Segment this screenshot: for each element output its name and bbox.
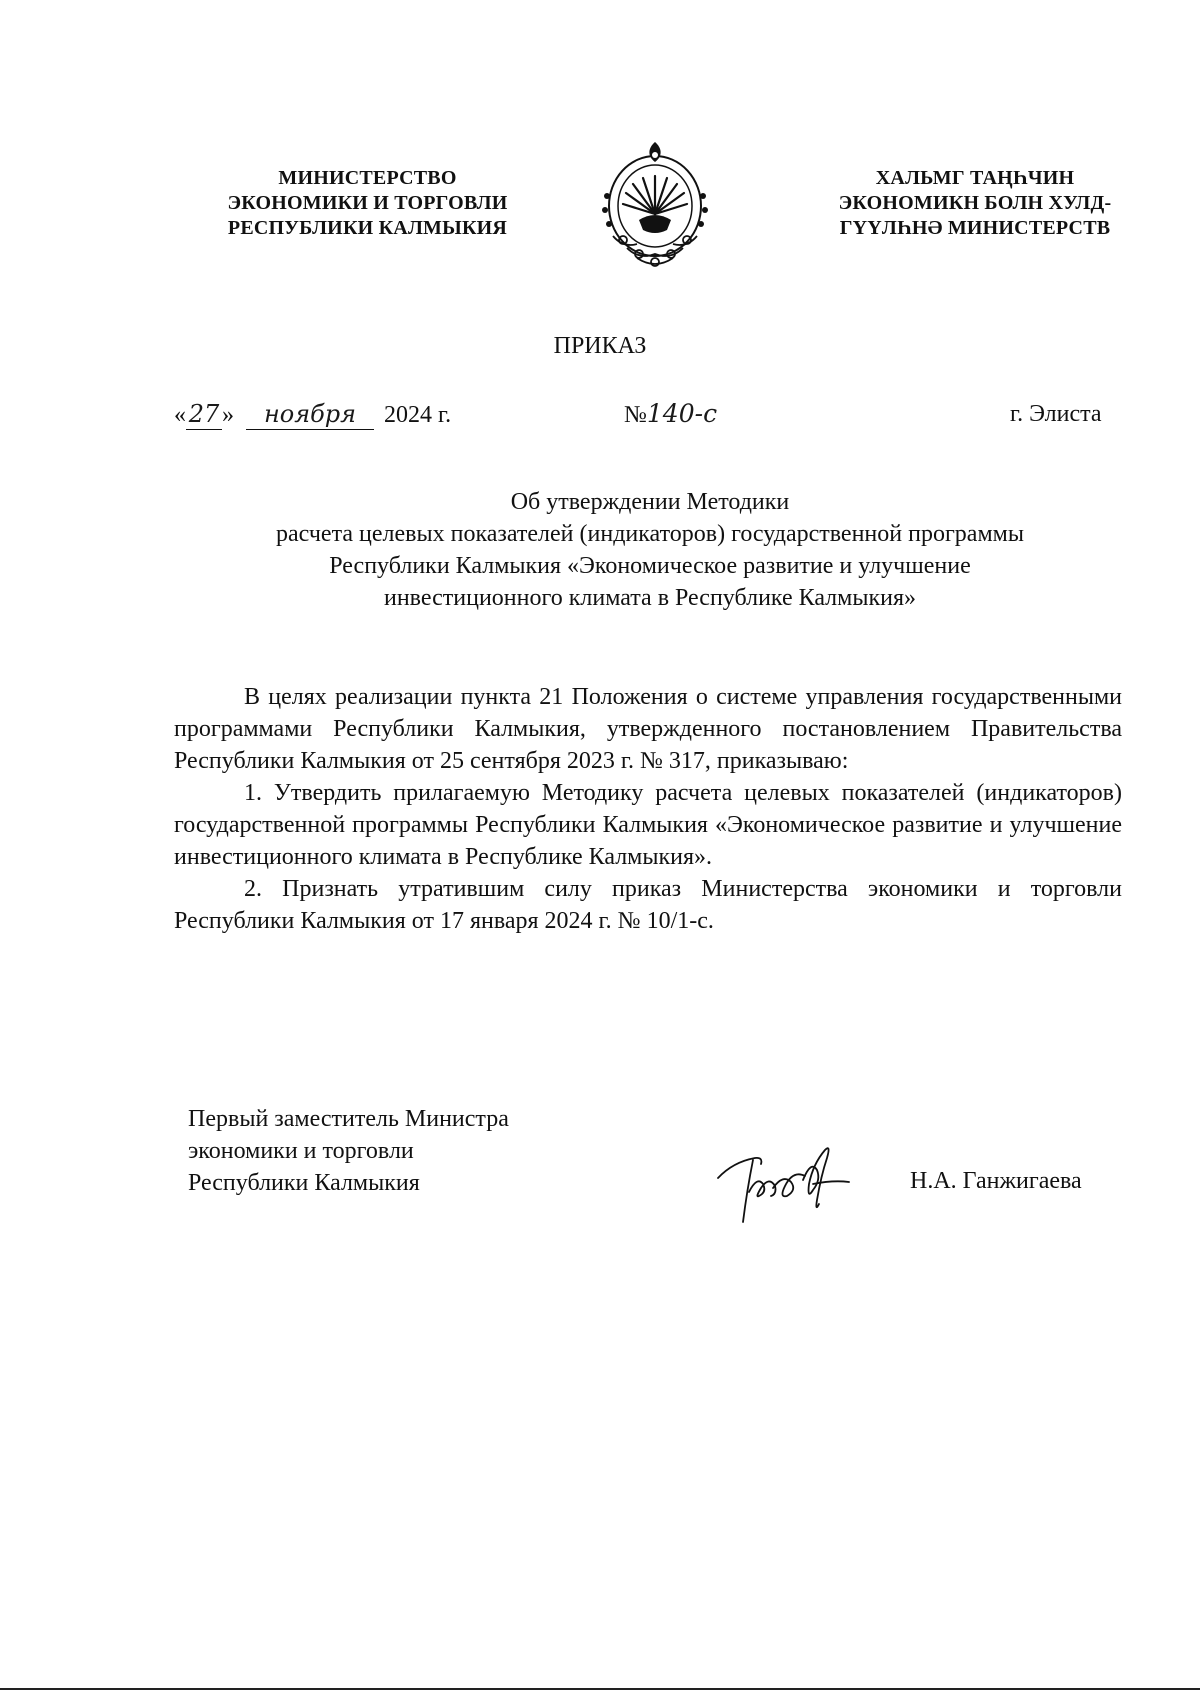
ministry-name-line: ЭКОНОМИКИ И ТОРГОВЛИ <box>227 192 508 214</box>
order-number <box>624 399 717 430</box>
page-bottom-border <box>0 1688 1200 1690</box>
ministry-name-kalmyk <box>800 166 1150 241</box>
document-title: ПРИКАЗ <box>553 333 647 359</box>
subject-line: Республики Калмыкия «Экономическое развитие и улучшение <box>329 553 971 579</box>
order-city: г. Элиста <box>1010 401 1102 427</box>
ministry-name-russian <box>195 166 540 241</box>
signer-name: Н.А. Ганжигаева <box>910 1168 1082 1194</box>
position-line: Республики Калмыкия <box>188 1170 420 1196</box>
date-open-quote: « <box>174 402 186 428</box>
signatory-position <box>188 1103 509 1199</box>
position-line: экономики и торговли <box>188 1138 414 1164</box>
date-month-handwritten: ноября <box>246 399 374 430</box>
date-close-quote: » <box>222 402 234 428</box>
date-year: 2024 г. <box>384 402 452 428</box>
subject-line: Об утверждении Методики <box>510 489 790 515</box>
ministry-name-line: ГҮҮЛҺНӘ МИНИСТЕРСТВ <box>839 217 1111 239</box>
order-date <box>174 399 451 430</box>
number-prefix: № <box>624 402 647 428</box>
ministry-name-line: ХАЛЬМГ ТАҢҺЧИН <box>875 167 1075 189</box>
ministry-name-line: РЕСПУБЛИКИ КАЛМЫКИЯ <box>227 217 508 239</box>
handwritten-signature-icon <box>713 1140 863 1230</box>
number-handwritten: 140-с <box>646 399 718 428</box>
body-paragraph: В целях реализации пункта 21 Положения о системе управления государственными программами Республики Калмыкия, утвержденного постановлением Правительства Республики Калмыкия от 25 сентября 2023 г. № 317, приказываю: <box>174 684 1122 774</box>
order-subject <box>0 486 1200 614</box>
ministry-name-line: МИНИСТЕРСТВО <box>278 167 457 189</box>
body-paragraph: 1. Утвердить прилагаемую Методику расчета целевых показателей (индикаторов) государственной программы Республики Калмыкия «Экономическое развитие и улучшение инвестиционного климата в Республике Калмыкия». <box>174 780 1122 870</box>
ministry-name-line: ЭКОНОМИКН БОЛН ХУЛД- <box>838 192 1112 214</box>
position-line: Первый заместитель Министра <box>188 1106 509 1132</box>
date-day-handwritten: 27 <box>186 399 222 430</box>
order-body <box>174 681 1122 937</box>
subject-line: расчета целевых показателей (индикаторов) государственной программы <box>276 521 1024 547</box>
subject-line: инвестиционного климата в Республике Калмыкия» <box>383 585 917 611</box>
body-paragraph: 2. Признать утратившим силу приказ Министерства экономики и торговли Республики Калмыкия от 17 января 2024 г. № 10/1-с. <box>174 876 1122 934</box>
kalmykia-emblem-icon <box>593 136 718 272</box>
